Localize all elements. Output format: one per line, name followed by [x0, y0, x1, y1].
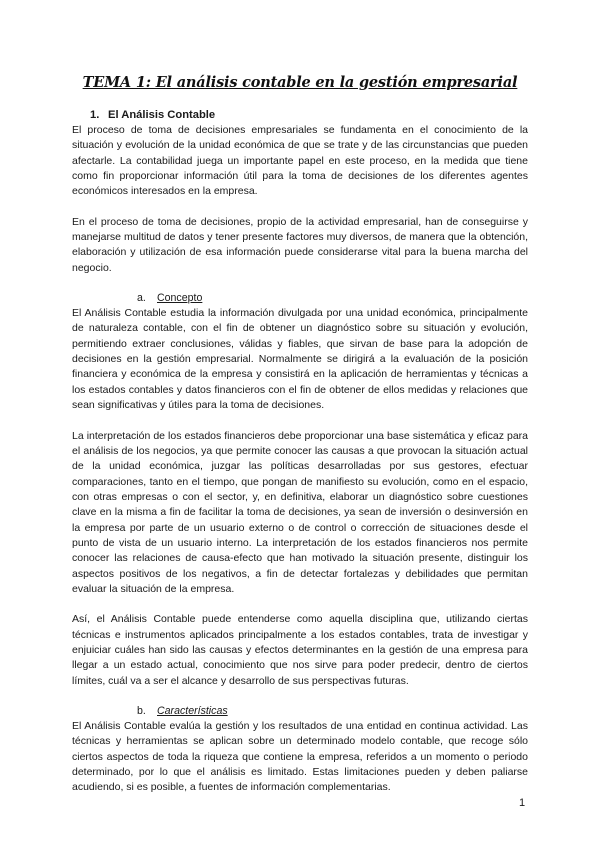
- document-body: [72, 108, 528, 796]
- document-title: TEMA 1: El análisis contable en la gestión empresarial: [82, 74, 518, 91]
- page-number: 1: [519, 797, 526, 809]
- subsection-letter: a.: [137, 292, 146, 305]
- subsection-heading-text: Características: [157, 705, 228, 717]
- section-heading-text: El Análisis Contable: [108, 109, 216, 121]
- section-heading: [90, 108, 528, 123]
- subsection-heading-caracteristicas: [137, 704, 528, 719]
- section-number: 1.: [90, 109, 100, 121]
- paragraph: El Análisis Contable estudia la información divulgada por una unidad económica, principalmente de naturaleza contable, con el fin de obtener un diagnóstico sobre su situación y evolución, permitiendo extraer conclusiones, válidas y fiables, que sirvan de base para la adopción de decisiones en la gestión empresarial. Normalmente se dirigirá a la evaluación de la posición financiera y económica de la empresa y consistirá en la aplicación de herramientas y técnicas a los estados contables y datos financieros con el fin de obtener de ellos medidas y relaciones que sean significativas y útiles para la toma de decisiones.: [72, 307, 528, 412]
- subsection-heading-concepto: [137, 291, 528, 306]
- paragraph: El proceso de toma de decisiones empresariales se fundamenta en el conocimiento de la situación y evolución de la unidad económica de que se trate y de las circunstancias que pueden afectarle. La contabilidad juega un importante papel en este proceso, en la medida que tiene como fin proporcionar información útil para la toma de decisiones de los diferentes agentes económicos interesados en la empresa.: [72, 124, 528, 198]
- paragraph: Así, el Análisis Contable puede entenderse como aquella disciplina que, utilizando ciertas técnicas e instrumentos aplicados principalmente a los estados contables, trata de investigar y enjuiciar cuáles han sido las causas y efectos determinantes en la gestión de una empresa para llegar a un estado actual, conocimiento que nos sirve para poder predecir, dentro de ciertos límites, cuál va a ser el alcance y desarrollo de sus perspectivas futuras.: [72, 613, 528, 687]
- paragraph: La interpretación de los estados financieros debe proporcionar una base sistemática y eficaz para el análisis de los negocios, ya que permite conocer las causas a que provocan la situación actual de la unidad económica, juzgar las políticas desarrolladas por sus gestores, efectuar comparaciones, tanto en el tiempo, que pongan de manifiesto su evolución, como en el espacio, con otras empresas o con el sector, y, en definitiva, elaborar un diagnóstico sobre cuestiones clave en la misma a fin de facilitar la toma de decisiones, ya sean de inversión o desinversión en la empresa por parte de un usuario externo o de control o corrección de situaciones desde el punto de vista de un usuario interno. La interpretación de los estados financieros nos permite conocer las relaciones de causa-efecto que han motivado la situación presente, distinguir los aspectos positivos de los negativos, a fin de detectar fortalezas y debilidades que permitan evaluar la situación de la empresa.: [72, 429, 528, 595]
- subsection-letter: b.: [137, 705, 146, 717]
- subsection-heading-text: Concepto: [157, 292, 203, 305]
- paragraph: En el proceso de toma de decisiones, propio de la actividad empresarial, han de conseguirse y manejarse multitud de datos y tener presente factores muy diversos, de manera que la obtención, elaboración y utilización de esa información puede considerarse vital para la buena marcha del negocio.: [72, 215, 528, 274]
- paragraph: El Análisis Contable evalúa la gestión y los resultados de una entidad en continua actividad. Las técnicas y herramientas se aplican sobre un determinado modelo contable, que recoge sólo ciertos aspectos de toda la riqueza que contiene la empresa, referidos a un momento o periodo determinado, por lo que el análisis es limitado. Estas limitaciones pueden y deben paliarse acudiendo, si es posible, a fuentes de información complementarias.: [72, 720, 528, 794]
